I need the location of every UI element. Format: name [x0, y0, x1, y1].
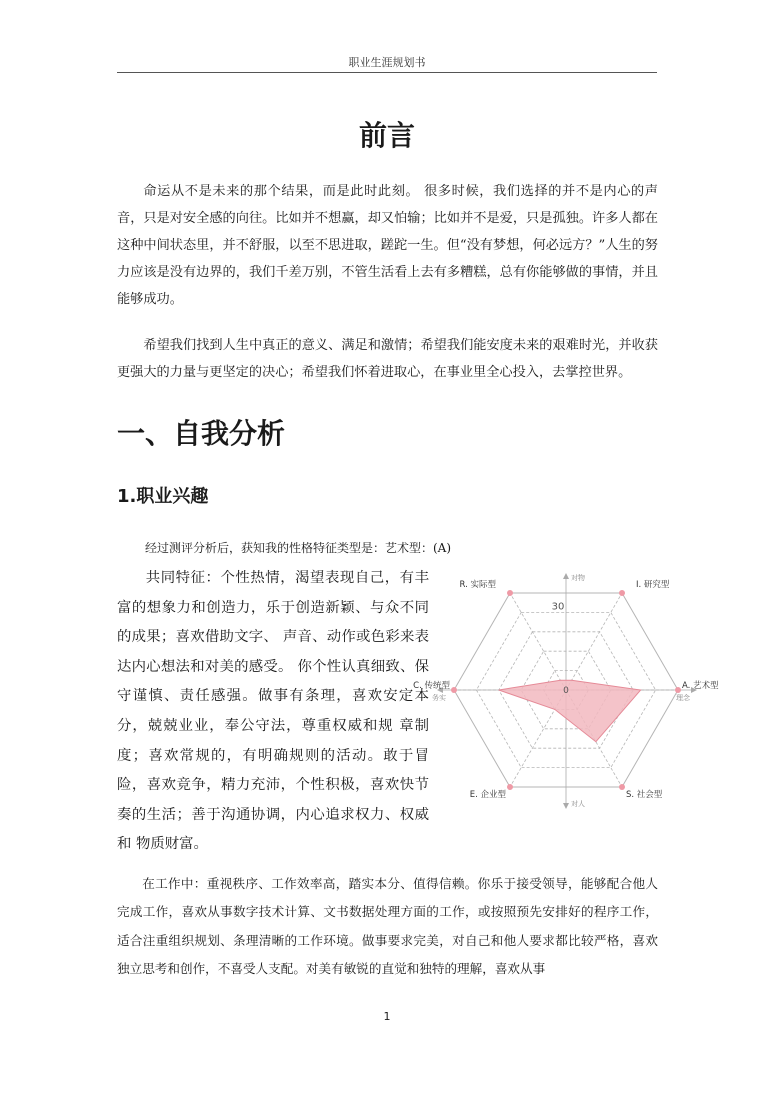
axis-label-bottom: 对人: [571, 800, 585, 808]
radar-dot-2: [619, 590, 625, 596]
radar-label-1: R. 实际型: [459, 580, 496, 591]
test-result: 经过测评分析后，获知我的性格特征类型是：艺术型：(A): [145, 541, 452, 555]
radar-label-5: E. 企业型: [469, 789, 506, 800]
subsection-heading: 1.职业兴趣: [117, 486, 209, 507]
header-divider: [117, 72, 657, 73]
axis-label-top: 对物: [571, 574, 585, 582]
radar-dot-3: [675, 687, 681, 693]
radar-label-4: S. 社会型: [626, 789, 663, 800]
axis-label-right: 理念: [676, 694, 690, 702]
holland-radar-chart: [413, 568, 719, 818]
radar-label-2: I. 研究型: [636, 580, 670, 591]
arrow-up-icon: [563, 573, 569, 579]
radar-data-area: [499, 680, 641, 741]
preface-paragraph-1: 命运从不是未来的那个结果，而是此时此刻。 很多时候，我们选择的并不是内心的声音，只是对安全感的向往。比如并不想赢，却又怕输；比如并不是爱，只是孤独。许多人都在这种中间状态里，并不舒服，以至不思进取，蹉跎一生。但“没有梦想，何必远方？”人生的努力应该是没有边界的，我们千差万别，不管生活看上去有多糟糕，总有你能够做的事情，并且能够成功。: [117, 184, 658, 307]
work-style-paragraph: 在工作中：重视秩序、工作效率高，踏实本分、值得信赖。你乐于接受领导，能够配合他人完成工作，喜欢从事数字技术计算、文书数据处理方面的工作，或按照预先安排好的程序工作，适合注重组织规划、条理清晰的工作环境。做事要求完美，对自己和他人要求都比较严格，喜欢独立思考和创作，不喜受人支配。对美有敏锐的直觉和独特的理解，喜欢从事: [117, 876, 658, 977]
radar-dot-1: [507, 590, 513, 596]
radar-spoke-2: [566, 593, 622, 690]
radar-tick-max: 30: [551, 601, 565, 613]
radar-dot-6: [451, 687, 457, 693]
axis-label-left: 务实: [432, 694, 446, 702]
preface-title: 前言: [358, 119, 415, 152]
radar-dot-5: [507, 784, 513, 790]
common-traits-paragraph: 共同特征：个性热情，渴望表现自己，有丰富的想象力和创造力，乐于创造新颖、与众不同的成果；喜欢借助文字、 声音、动作或色彩来表达内心想法和对美的感受。 你个性认真细致、保守谨慎、责任感强。做事有条理，喜欢安定本分，兢兢业业，奉公守法，尊重权威和规 章制度；喜欢常规的，有明确规则的活动。敢于冒险，喜欢竞争，精力充沛，个性积极，喜欢快节奏的生活；善于沟通协调，内心追求权力、权威和 物质财富。: [117, 570, 429, 853]
section-heading: 一、自我分析: [117, 417, 286, 450]
page-header: 职业生涯规划书: [348, 56, 426, 69]
page-number: 1: [383, 1010, 391, 1023]
radar-tick-zero: 0: [563, 686, 569, 696]
preface-paragraph-2: 希望我们找到人生中真正的意义、满足和激情；希望我们能安度未来的艰难时光，并收获更强大的力量与更坚定的决心；希望我们怀着进取心，在事业里全心投入，去掌控世界。: [117, 338, 658, 380]
arrow-down-icon: [563, 803, 569, 809]
radar-dot-4: [619, 784, 625, 790]
radar-label-6: C. 传统型: [413, 681, 450, 691]
radar-label-3: A. 艺术型: [682, 681, 719, 691]
